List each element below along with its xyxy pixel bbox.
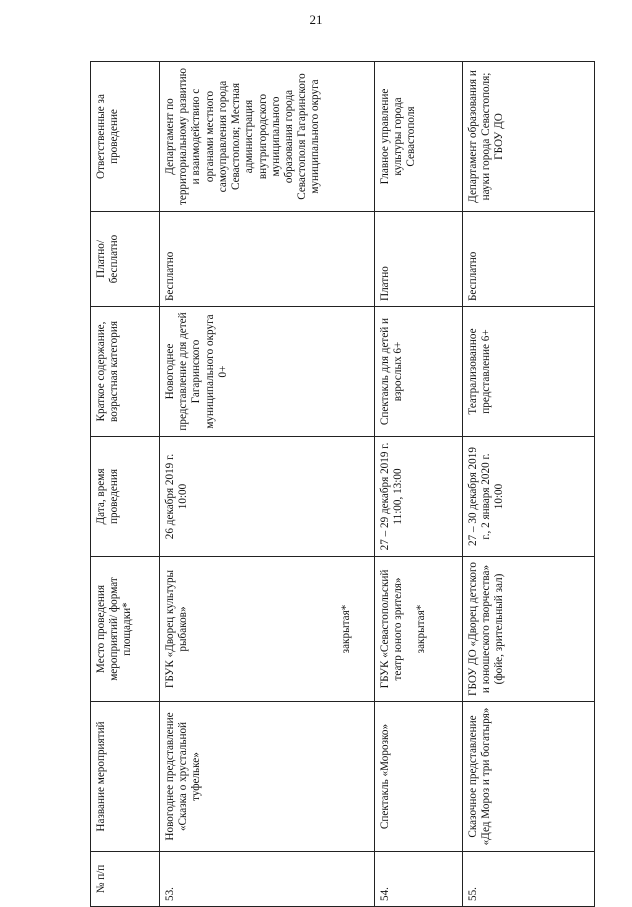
event-payment: Бесплатно: [160, 212, 375, 307]
event-responsible: Департамент по территориальному развитию и взаимодействию с органами местного самоуправления города Севастополя; Местная администрация внутригородского муниципального образования города Севастополя Гагаринского муниципального округа: [160, 62, 375, 212]
event-venue: [160, 557, 375, 702]
event-datetime: 27 – 30 декабря 2019 г., 2 января 2020 г. 10:00: [463, 437, 595, 557]
header-venue: Место проведения мероприятий/ формат площадки*: [91, 557, 160, 702]
page-number: 21: [309, 12, 323, 27]
table-row: [375, 62, 463, 907]
event-venue: [375, 557, 463, 702]
header-description: Краткое содержание, возрастная категория: [91, 307, 160, 437]
events-table-rotated: [90, 62, 585, 907]
header-name: Название мероприятий: [91, 702, 160, 852]
event-name: Спектакль «Морозко»: [375, 702, 463, 852]
venue-name: ГБУК «Севастопольский театр юного зрителя»: [379, 569, 405, 689]
event-name: Сказочное представление «Дед Мороз и три богатыря»: [463, 702, 595, 852]
table-row: [463, 62, 595, 907]
row-number: 54.: [375, 852, 463, 907]
event-venue: [463, 557, 595, 702]
header-number: № п/п: [91, 852, 160, 907]
event-datetime: 27 – 29 декабря 2019 г. 11:00, 13:00: [375, 437, 463, 557]
row-number: 55.: [463, 852, 595, 907]
venue-name: ГБУК «Дворец культуры рыбаков»: [164, 569, 190, 689]
event-description: Театрализованное представление 6+: [463, 307, 595, 437]
venue-format: закрытая*: [340, 604, 353, 654]
events-table: [90, 61, 595, 907]
table-row: [160, 62, 375, 907]
event-payment: Платно: [375, 212, 463, 307]
header-datetime: Дата, время проведения: [91, 437, 160, 557]
event-responsible: Департамент образования и науки города Севастополя; ГБОУ ДО: [463, 62, 595, 212]
event-datetime: 26 декабря 2019 г. 10:00: [160, 437, 375, 557]
venue-format: закрытая*: [415, 604, 428, 654]
event-description: Новогоднее представление для детей Гагаринского муниципального округа 0+: [160, 307, 375, 437]
row-number: 53.: [160, 852, 375, 907]
event-payment: Бесплатно: [463, 212, 595, 307]
venue-name: ГБОУ ДО «Дворец детского и юношеского творчества» (фойе, зрительный зал): [467, 562, 506, 696]
event-description: Спектакль для детей и взрослых 6+: [375, 307, 463, 437]
event-responsible: Главное управление культуры города Севастополя: [375, 62, 463, 212]
header-payment: Платно/ бесплатно: [91, 212, 160, 307]
header-responsible: Ответственные за проведение: [91, 62, 160, 212]
table-header-row: [91, 62, 160, 907]
event-name: Новогоднее представление «Сказка о хрустальной туфельке»: [160, 702, 375, 852]
